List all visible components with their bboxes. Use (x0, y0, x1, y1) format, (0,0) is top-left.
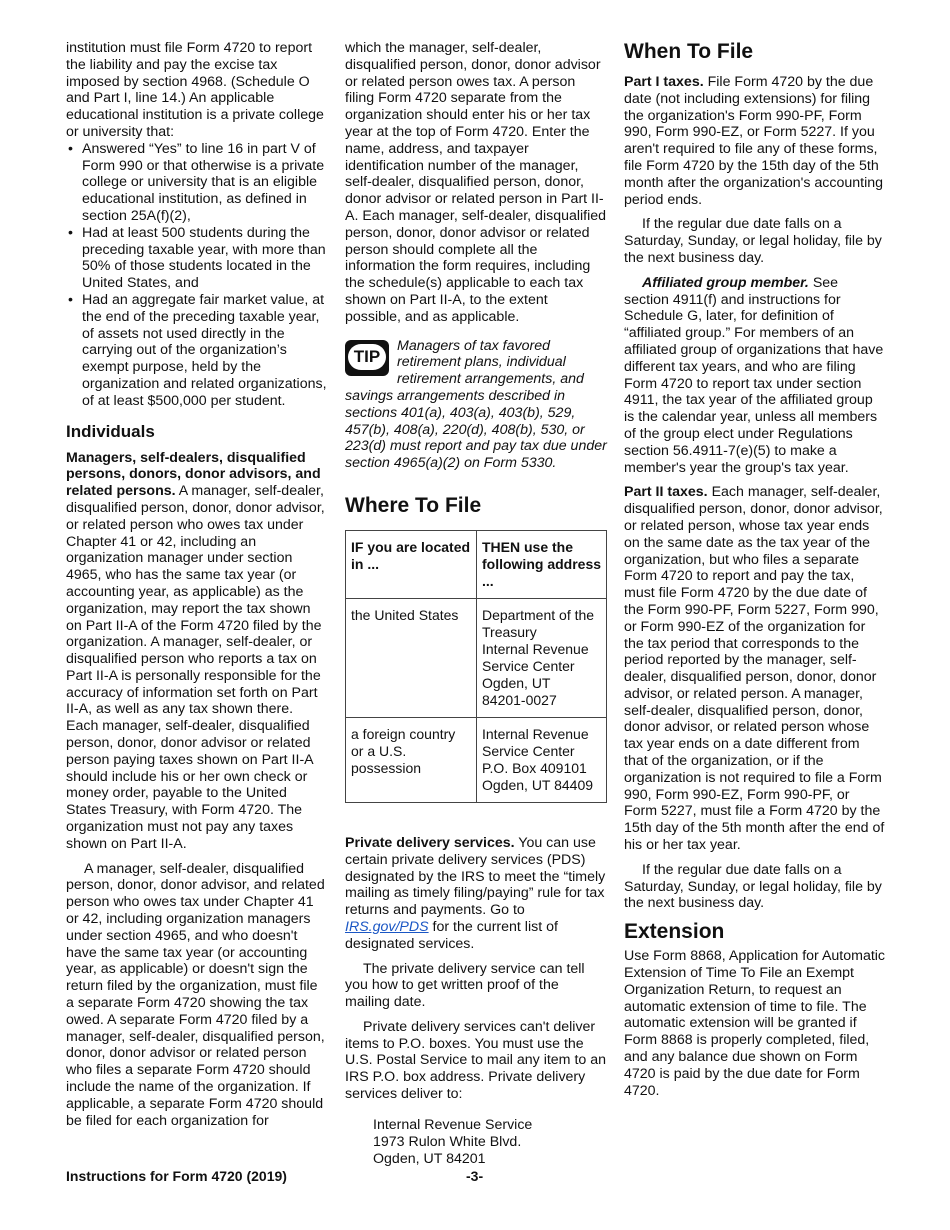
pds-proof-paragraph: The private delivery service can tell you how to get written proof of the mailing date. (345, 960, 585, 1011)
affiliated-paragraph (624, 275, 886, 477)
tip-text: Managers of tax favored retirement plans, individual retirement arrangements, and savings arrangements described in sections 401(a), 403(a), 403(b), 529, 457(b), 408(a), 220(d), 408(b), 530, or 223(d) must report and pay tax due under section 4965(a)(2) on Form 5330. (345, 337, 607, 472)
pds-text-b: for the current list of designated services. (345, 918, 558, 952)
address-line: Ogden, UT (482, 674, 551, 691)
criteria-bullet: • Had at least 500 students during the preceding taxable year, with more than 50% of those students located in the United States, and (66, 225, 328, 292)
pds-runin-heading: Private delivery services. (345, 834, 515, 851)
extension-paragraph: Use Form 8868, Application for Automatic Extension of Time To File an Exempt Organization Return, to request an automatic extension of time to file. The automatic extension will be granted if Form 8868 is properly completed, filed, and any balance due shown on Form 4720 is paid by the due date for Form 4720. (624, 948, 886, 1099)
column-2 (345, 40, 607, 1168)
managers-text: A manager, self-dealer, disqualified person, donor, donor advisor, or related person who owes tax under Chapter 41 or 42, including an organization manager under section 4965, who has the same tax year (or accounting year, as applicable) as the organization, may report the tax shown on Part II-A of the Form 4720 filed by the organization. A manager, self-dealer, or disqualified person who reports a tax on Part II-A is personally responsible for the accuracy of information set forth on Part II-A, as well as any tax shown there. Each manager, self-dealer, disqualified person, donor, donor advisor or related person paying taxes shown on Part II-A should include his or her own check or money order, payable to the United States Treasury, with Form 4720. The organization must not pay any taxes shown on Part II-A. (66, 483, 325, 852)
where-to-file-heading: Where To File (345, 493, 482, 517)
individuals-heading: Individuals (66, 421, 155, 441)
part1-text: File Form 4720 by the due date (not including extensions) for filing the organization's Form 990-PF, Form 990, Form 990-EZ, or Form 5227. If you aren't required to file any of these forms, file Form 4720 by the 15th day of the 5th month after the organization's accounting period ends. (624, 74, 884, 208)
footer-title: Instructions for Form 4720 (2019) (66, 1168, 287, 1184)
location-cell: the United States (346, 598, 477, 717)
address-line: Internal Revenue Service Center (482, 640, 589, 674)
table-header-row (346, 530, 607, 598)
address-line: 84201-0027 (482, 691, 557, 708)
address-line: Internal Revenue Service Center (482, 725, 589, 759)
column-1 (66, 40, 328, 1137)
tip-label: TIP (348, 344, 386, 370)
intro-paragraph: institution must file Form 4720 to report the liability and pay the excise tax imposed by section 4968. (Schedule O and Part I, line 14.) An applicable educational institution is a private college or university that: (66, 40, 324, 140)
pds-text-a: You can use certain private delivery services (PDS) designated by the IRS to meet the “timely mailing as timely filing/paying” rule for tax returns and payments. Go to (345, 834, 606, 919)
part1-paragraph (624, 74, 886, 208)
continued-paragraph: which the manager, self-dealer, disqualified person, donor, donor advisor or related person owes tax. A person filing Form 4720 separate from the organization should enter his or her tax year at the top of Form 4720. Enter the name, address, and taxpayer identification number of the manager, self-dealer, disqualified person, donor, donor advisor or related person in Part II-A. Each manager, self-dealer, disqualified person, donor, donor advisor or related person should complete all the information the form requires, including the schedule(s) applicable to each tax shown on Part II-A, to the extent possible, and as applicable. (345, 40, 607, 325)
affiliated-text: See section 4911(f) and instructions for Schedule G, later, for definition of “affiliated group.” For members of an affiliated group of organizations that have different tax years, and who are filing Form 4720 to report tax under section 4911, the tax year of the affiliated group is the calendar year, unless all members of the group elect under Regulations section 56.4911-7(e)(5) to make a member's year the group's tax year. (624, 274, 884, 476)
separate-form-paragraph: A manager, self-dealer, disqualified person, donor, donor advisor, and related person who owes tax under Chapter 41 or 42, including organization managers under section 4965, and who doesn't have the same tax year (or accounting year, as applicable) or doesn't sign the return filed by the organization, must file a separate Form 4720 showing the tax owed. A separate Form 4720 filed by a manager, self-dealer, disqualified person, donor, donor advisor or related person who files a separate Form 4720 should include the name of the organization. If applicable, a separate Form 4720 should be filed for each organization for (66, 860, 325, 1129)
address-line: 1973 Rulon White Blvd. (373, 1133, 522, 1150)
address-cell (477, 598, 607, 717)
when-to-file-heading: When To File (624, 40, 754, 63)
address-line: Internal Revenue Service (373, 1116, 533, 1133)
table-row (346, 598, 607, 717)
address-table (345, 530, 607, 803)
table-row (346, 717, 607, 802)
part2-runin-heading: Part II taxes. (624, 484, 708, 501)
weekend-paragraph: If the regular due date falls on a Saturday, Sunday, or legal holiday, file by the next business day. (624, 216, 882, 266)
irs-pds-link[interactable]: IRS.gov/PDS (345, 918, 429, 935)
address-line: Ogden, UT 84201 (373, 1150, 486, 1167)
address-cell (477, 717, 607, 802)
affiliated-runin-heading: Affiliated group member. (642, 274, 809, 291)
criteria-bullet: • Answered “Yes” to line 16 in part V of Form 990 or that otherwise is a private college or university that is an eligible educational institution, as defined in section 25A(f)(2), (66, 141, 328, 225)
managers-paragraph (66, 450, 328, 853)
page-footer (66, 1168, 886, 1184)
address-line: Ogden, UT 84409 (482, 776, 594, 793)
header-if-located: IF you are located in ... (346, 530, 477, 598)
tip-box (345, 338, 607, 472)
column-3 (624, 40, 886, 1107)
pds-address-block (373, 1117, 607, 1168)
managers-runin-heading: Managers, self-dealers, disqualified persons, donors, donor advisors, and related persons. (66, 449, 321, 500)
page-number: -3- (466, 1168, 484, 1184)
address-line: P.O. Box 409101 (482, 759, 587, 776)
pds-paragraph (345, 835, 607, 953)
tip-icon (345, 340, 389, 376)
address-line: Department of the Treasury (482, 606, 595, 640)
location-cell: a foreign country or a U.S. possession (346, 717, 477, 802)
header-then-address: THEN use the following address ... (477, 530, 607, 598)
extension-heading: Extension (624, 920, 725, 944)
criteria-bullet: • Had an aggregate fair market value, at the end of the preceding taxable year, of assets not used directly in the carrying out of the organization’s exempt purpose, held by the organization and related organizations, of at least $500,000 per student. (66, 292, 328, 410)
part2-text: Each manager, self-dealer, disqualified person, donor, donor advisor, or related person, whose tax year ends on the same date as the tax year of the organization, but who files a separate Form 4720 to report and pay the tax, must file Form 4720 by the due date of the Form 990-PF, Form 5227, Form 990, or Form 990-EZ of the organization for the tax period that corresponds to the period reported by the manager, self-dealer, disqualified person, donor, donor advisor, or related person. A manager, self-dealer, disqualified person, donor, donor advisor, or related person whose tax year ends on a date different from that of the organization, or if the organization is not required to file a Form 990, Form 990-EZ, Form 990-PF, or Form 5227, must file a Form 4720 by the 15th day of the 5th month after the end of his or her tax year. (624, 484, 885, 854)
part1-runin-heading: Part I taxes. (624, 74, 704, 90)
part2-paragraph (624, 484, 886, 854)
weekend-paragraph: If the regular due date falls on a Saturday, Sunday, or legal holiday, file by the next business day. (624, 861, 882, 912)
pds-po-box-paragraph: Private delivery services can't deliver items to P.O. boxes. You must use the U.S. Postal Service to mail any item to an IRS P.O. box address. Private delivery services deliver to: (345, 1018, 607, 1103)
